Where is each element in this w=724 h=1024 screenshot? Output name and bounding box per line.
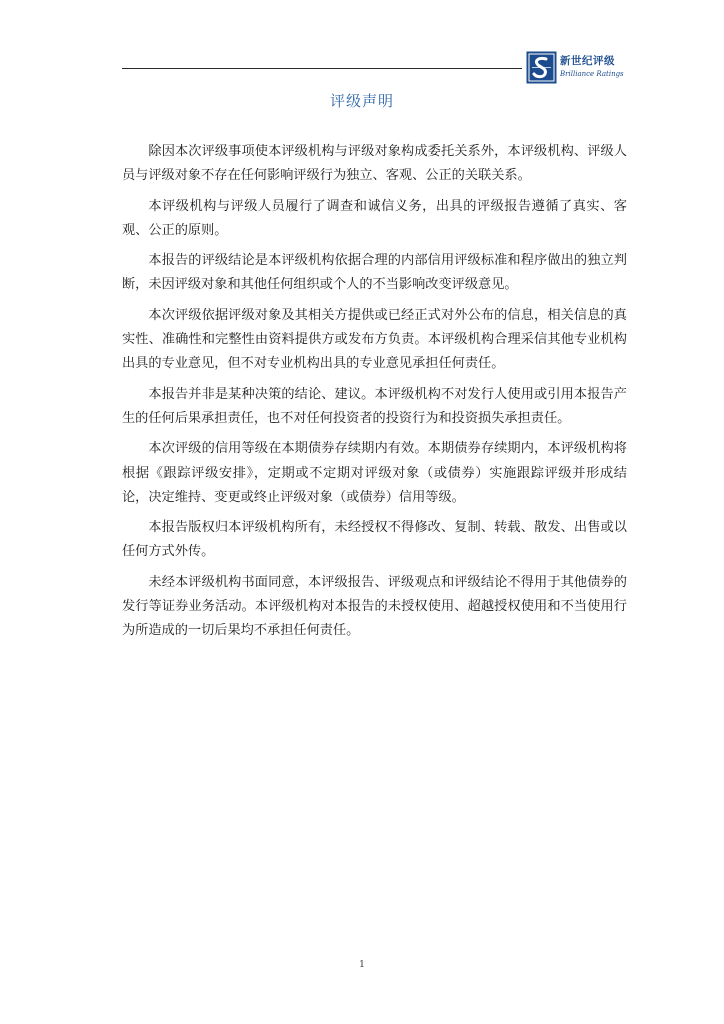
statement-paragraph: 本报告并非是某种决策的结论、建议。本评级机构不对发行人使用或引用本报告产生的任何后果承担责任，也不对任何投资者的投资行为和投资损失承担责任。 (122, 386, 627, 426)
statement-paragraph: 除因本次评级事项使本评级机构与评级对象构成委托关系外，本评级机构、评级人员与评级对象不存在任何影响评级行为独立、客观、公正的关联关系。 (122, 144, 627, 184)
statement-paragraph: 本评级机构与评级人员履行了调查和诚信义务，出具的评级报告遵循了真实、客观、公正的原则。 (122, 198, 627, 238)
brand-name-en: Brilliance Ratings (560, 70, 624, 78)
brand-logo (526, 51, 626, 85)
brand-name-cn: 新世纪评级 (560, 55, 615, 67)
statement-paragraph: 本报告版权归本评级机构所有，未经授权不得修改、复制、转载、散发、出售或以任何方式外传。 (122, 520, 627, 560)
brand-logo-mark-icon (526, 51, 557, 84)
statement-paragraph: 本次评级依据评级对象及其相关方提供或已经正式对外公布的信息，相关信息的真实性、准确性和完整性由资料提供方或发布方负责。本评级机构合理采信其他专业机构出具的专业意见，但不对专业机构出具的专业意见承担任何责任。 (122, 307, 627, 372)
statement-paragraph: 未经本评级机构书面同意，本评级报告、评级观点和评级结论不得用于其他债券的发行等证券业务活动。本评级机构对本报告的未授权使用、超越授权使用和不当使用行为所造成的一切后果均不承担任何责任。 (122, 574, 627, 639)
statement-paragraph: 本报告的评级结论是本评级机构依据合理的内部信用评级标准和程序做出的独立判断，未因评级对象和其他任何组织或个人的不当影响改变评级意见。 (122, 253, 627, 293)
statement-body (122, 140, 627, 650)
statement-paragraph: 本次评级的信用等级在本期债券存续期内有效。本期债券存续期内，本评级机构将根据《跟踪评级安排》，定期或不定期对评级对象（或债券）实施跟踪评级并形成结论，决定维持、变更或终止评级对象（或债券）信用等级。 (122, 441, 627, 505)
page-title: 评级声明 (329, 92, 394, 110)
page-number: 1 (359, 960, 365, 970)
header-rule (122, 68, 522, 69)
